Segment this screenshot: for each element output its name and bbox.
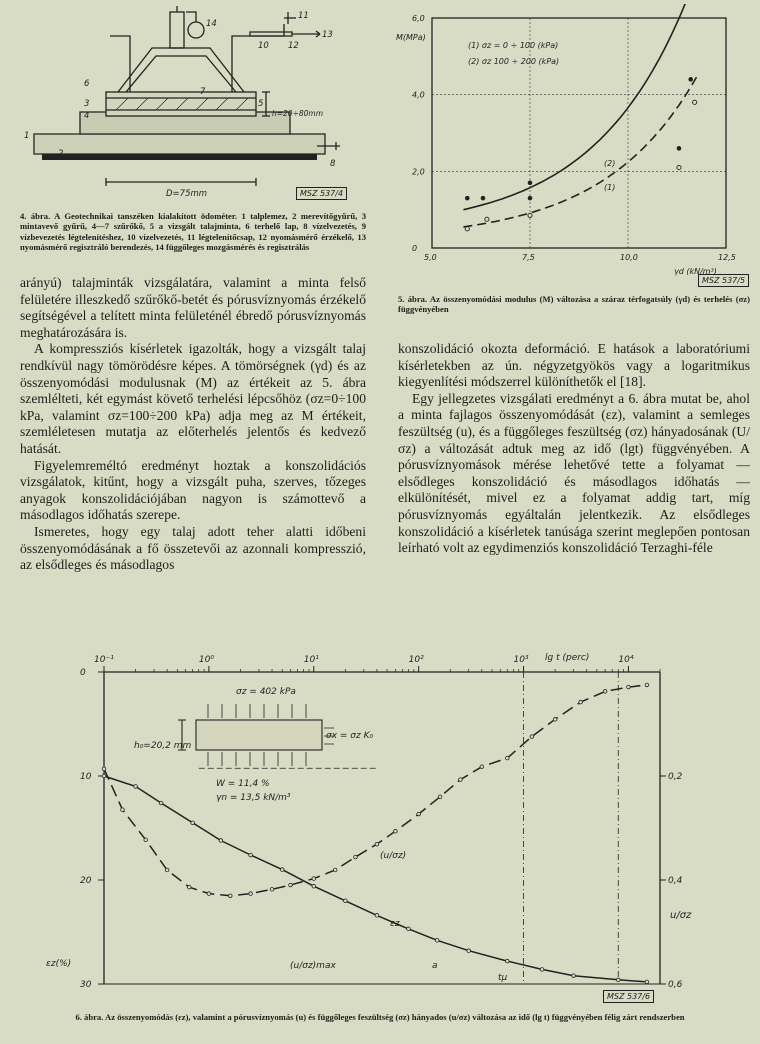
fig4-label-4-bottom: 4 bbox=[214, 153, 220, 163]
fig6-eps-point bbox=[645, 980, 649, 984]
fig6-curve-eps-label: εz bbox=[390, 919, 400, 929]
fig6-y-right-tick-label: 0,2 bbox=[668, 772, 683, 782]
fig6-gamma: γn = 13,5 kN/m³ bbox=[216, 793, 291, 803]
fig4-label-13: 13 bbox=[322, 30, 333, 40]
fig6-u-point bbox=[459, 778, 463, 782]
paragraph: Figyelemreméltó eredményt hoztak a konszolidációs vizsgálatok, kitűnt, hogy a vizsgált puha, szerves, tőzeges anyagok konszolidációjában nagyon is számottevő a másodlagos időhatás szerepe. bbox=[20, 457, 366, 523]
sample-sketch-icon bbox=[178, 704, 334, 766]
fig4-label-12: 12 bbox=[288, 41, 299, 51]
fig6-umax-label: (u/σz)max bbox=[290, 961, 336, 971]
fig4-label-1: 1 bbox=[24, 131, 30, 141]
oedometer-drawing bbox=[20, 6, 365, 206]
fig5-y-tick-label: 0 bbox=[412, 244, 418, 253]
fig6-x-tick-label: 10⁰ bbox=[198, 655, 214, 665]
fig5-series-2-point bbox=[481, 196, 486, 201]
fig5-caption: 5. ábra. Az összenyomódási modulus (M) változása a száraz térfogatsúly (γd) és terhelés (σz) függvényében bbox=[398, 294, 750, 315]
fig5-x-tick-label: 5,0 bbox=[424, 253, 437, 262]
fig6-caption: 6. ábra. Az összenyomódás (εz), valamint a pórusvíznyomás (u) és függőleges feszültség (σz) hányados (u/σz) változása az idő (lg t) függvényében félig zárt rendszerben bbox=[75, 1012, 685, 1022]
fig5-msz-badge: MSZ 537/5 bbox=[698, 274, 749, 287]
fig6-u-point bbox=[165, 868, 169, 872]
fig6-x-axis-label: lg t (perc) bbox=[545, 653, 590, 663]
fig4-label-4-top: 4 bbox=[84, 111, 90, 121]
fig6-eps-point bbox=[375, 914, 379, 918]
fig5-legend-2: (2) σz 100 ÷ 200 (kPa) bbox=[468, 57, 560, 66]
fig6-u-point bbox=[627, 685, 631, 689]
fig4-label-14: 14 bbox=[206, 19, 217, 29]
fig5-series-1-point bbox=[693, 100, 697, 104]
fig5-series-2-point bbox=[528, 196, 533, 201]
fig6-chart bbox=[30, 648, 730, 1008]
paragraph: Egy jellegzetes vizsgálati eredményt a 6. ábra mutat be, ahol a minta fajlagos összenyomódását (εz), valamint a semleges feszültség (u), és a függőleges feszültség (σz) hányadosának (U/σz) a változását adtuk meg az idő (lgt) függvényében. A pórusvíznyomások mérése lehetővé tette a folyamat — elsődleges konszolidáció és másodlagos időhatás — elkülönítését, mivel ez a folyamat addig tart, míg pórusvíznyomás egyáltalán jelentkezik. Az elsődleges konszolidáció a kísérletek tanúsága szerint meglepően pontosan leírható volt az egydimenziós konszolidáció Terzaghi-féle bbox=[398, 390, 750, 556]
fig5-series-1-point bbox=[465, 227, 469, 231]
fig6-y-left-tick-label: 20 bbox=[80, 876, 92, 886]
fig4-label-11: 11 bbox=[298, 11, 309, 21]
fig6-y-right-label: u/σz bbox=[670, 910, 692, 921]
fig6-eps-point bbox=[407, 927, 411, 931]
fig6-u-point bbox=[603, 690, 607, 694]
fig6-u-point bbox=[553, 718, 557, 722]
fig5-x-tick-label: 12,5 bbox=[718, 253, 736, 262]
fig5-y-label: M(MPa) bbox=[396, 33, 426, 42]
fig6-eps-point bbox=[616, 978, 620, 982]
fig6-y-right-tick-label: 0,4 bbox=[668, 876, 683, 886]
fig6-curve-u-label: (u/σz) bbox=[380, 851, 407, 861]
fig5-series-1-line bbox=[463, 74, 698, 227]
fig6-eps-point bbox=[249, 853, 253, 857]
fig5-series-2-point bbox=[528, 181, 533, 186]
fig4-label-6: 6 bbox=[84, 79, 90, 89]
fig5-series-2-point bbox=[688, 77, 693, 82]
fig6-u-point bbox=[144, 838, 148, 842]
fig4-label-3: 3 bbox=[84, 99, 90, 109]
fig6-y-left-tick-label: 30 bbox=[80, 980, 92, 990]
fig6-u-point bbox=[645, 683, 649, 687]
fig6-u-point bbox=[505, 756, 509, 760]
fig5-curve-1-label: (1) bbox=[604, 183, 616, 192]
fig5-plot-area bbox=[412, 4, 736, 262]
fig6-plot-area bbox=[80, 655, 683, 990]
fig6-u-point bbox=[417, 812, 421, 816]
fig6-msz-badge: MSZ 537/6 bbox=[603, 990, 654, 1003]
fig4-label-7: 7 bbox=[200, 87, 206, 97]
fig6-eps-point bbox=[159, 801, 163, 805]
fig6-eps-point bbox=[467, 949, 471, 953]
fig6-eps-point bbox=[191, 821, 195, 825]
fig5-curve-2-label: (2) bbox=[604, 159, 616, 168]
fig6-u-point bbox=[187, 885, 191, 889]
fig6-u-point bbox=[530, 735, 534, 739]
fig5-x-label: γd (kN/m³) bbox=[674, 267, 717, 276]
fig6-a-label: a bbox=[432, 961, 438, 971]
fig6-eps-point bbox=[102, 774, 106, 778]
fig6-u-point bbox=[480, 765, 484, 769]
fig5-series-1-point bbox=[677, 165, 681, 169]
fig5-series-2-point bbox=[677, 146, 682, 151]
fig5-y-tick-label: 4,0 bbox=[412, 90, 425, 100]
fig6-y-left-tick-label: 0 bbox=[80, 668, 86, 678]
fig6-eps-point bbox=[280, 868, 284, 872]
fig6-u-point bbox=[102, 767, 106, 771]
fig6-u-line bbox=[104, 685, 647, 896]
fig6-y-right-tick-label: 0,6 bbox=[668, 980, 683, 990]
fig6-x-tick-label: 10⁴ bbox=[618, 655, 634, 665]
fig5-series-1-point bbox=[485, 217, 489, 221]
fig4-msz-badge: MSZ 537/4 bbox=[296, 187, 347, 200]
fig5-series-2-point bbox=[465, 196, 470, 201]
fig6-eps-point bbox=[219, 839, 223, 843]
fig4-caption: 4. ábra. A Geotechnikai tanszéken kialakított ödométer. 1 talplemez, 2 merevítőgyűrű, 3 mintavevő gyűrű, 4—7 szűrőkő, 5 a vizsgált talajminta, 6 terhelő lap, 8 vízelvezetés, 9 vízbevezetés légtelenítéshez, 10 vízelvezetés, 11 légtelenítőcsap, 12 nyomásmérő érzékelő, 13 nyomásmérő regisztráló berendezés, 14 függőleges mozgásmérés és regisztrálás bbox=[20, 211, 366, 252]
fig6-eps-point bbox=[572, 974, 576, 978]
fig6-x-tick-label: 10² bbox=[408, 655, 424, 665]
fig5-y-tick-label: 2,0 bbox=[412, 167, 425, 177]
fig6-u-point bbox=[375, 842, 379, 846]
fig6-sigma-z: σz = 402 kPa bbox=[236, 687, 296, 697]
fig5-x-tick-label: 7,5 bbox=[522, 253, 535, 262]
text-column-right bbox=[398, 341, 750, 557]
fig6-u-point bbox=[312, 877, 316, 881]
fig5-y-tick-label: 6,0 bbox=[412, 14, 425, 23]
fig5-x-tick-label: 10,0 bbox=[620, 253, 638, 262]
paragraph: konszolidáció okozta deformáció. E hatások a laboratóriumi kísérletekben az ún. négyzetgyökös vagy a logaritmikus kiegyenlítési módszerrel különíthetők el [18]. bbox=[398, 341, 750, 390]
fig5-frame bbox=[432, 18, 726, 248]
paragraph: arányú) talajminták vizsgálatára, valamint a minta felső felületére illeszkedő szűrőkő-betét és pórusvíznyomás érzékelő segítségével a telített minta felületénél ébredő pórusvíznyomás meghatározására is. bbox=[20, 275, 366, 340]
fig6-eps-point bbox=[540, 968, 544, 972]
fig6-x-tick-label: 10¹ bbox=[303, 655, 319, 665]
fig6-u-point bbox=[270, 888, 274, 892]
fig6-u-point bbox=[394, 829, 398, 833]
fig6-x-tick-label: 10⁻¹ bbox=[94, 655, 114, 665]
fig4-label-8: 8 bbox=[330, 159, 336, 169]
fig6-eps-point bbox=[435, 939, 439, 943]
fig4-label-2: 2 bbox=[58, 149, 64, 159]
fig6-u-point bbox=[354, 855, 358, 859]
fig6-u-point bbox=[228, 894, 232, 898]
fig6-u-point bbox=[207, 892, 211, 896]
fig6-eps-point bbox=[344, 899, 348, 903]
text-column-left bbox=[20, 275, 366, 574]
fig6-y-left-tick-label: 10 bbox=[80, 772, 92, 782]
fig6-u-point bbox=[438, 795, 442, 799]
fig6-eps-line bbox=[104, 776, 647, 982]
fig5-chart bbox=[386, 4, 756, 294]
fig4-label-10: 10 bbox=[258, 41, 269, 51]
fig6-h0: h₀=20,2 mm bbox=[134, 741, 192, 751]
fig6-u-point bbox=[249, 892, 253, 896]
fig6-w: W = 11,4 % bbox=[216, 779, 270, 789]
fig6-u-point bbox=[289, 883, 293, 887]
fig6-eps-point bbox=[134, 785, 138, 789]
fig6-y-left-label: εz(%) bbox=[46, 959, 72, 969]
fig6-u-point bbox=[333, 868, 337, 872]
fig4-label-h: h=20÷80mm bbox=[272, 109, 324, 118]
paragraph: A kompressziós kísérletek igazolták, hogy a vizsgált talaj rendkívül nagy tömörödésre képes. A tömörségnek (γd) és az összenyomódási modulusnak (M) az értékeit az 5. ábra szemlélteti, két egymást követő terhelési lépcsőhöz (σz=0÷100 kPa, valamint σz=100÷200 kPa) adja meg az M értékeit, szemléletesen mutatja az előterhelés jelentős és kedvező hatását. bbox=[20, 341, 366, 456]
fig4-label-D: D=75mm bbox=[166, 189, 208, 199]
fig5-series-1-point bbox=[528, 213, 532, 217]
fig6-tu-label: tμ bbox=[498, 973, 508, 983]
fig5-legend-1: (1) σz = 0 ÷ 100 (kPa) bbox=[468, 41, 559, 50]
fig6-eps-point bbox=[505, 959, 509, 963]
fig6-x-tick-label: 10³ bbox=[513, 655, 529, 665]
fig6-eps-point bbox=[312, 884, 316, 888]
paragraph: Ismeretes, hogy egy talaj adott teher alatti időbeni összenyomódásának a fő összetevői az azonnali kompresszió, az elsődleges és másodlagos bbox=[20, 523, 366, 573]
fig6-sigma-x: σx = σz K₀ bbox=[326, 731, 374, 741]
fig6-u-point bbox=[579, 700, 583, 704]
fig4-label-5: 5 bbox=[258, 99, 264, 109]
fig5-series-2-line bbox=[463, 4, 698, 210]
fig6-u-point bbox=[121, 808, 125, 812]
